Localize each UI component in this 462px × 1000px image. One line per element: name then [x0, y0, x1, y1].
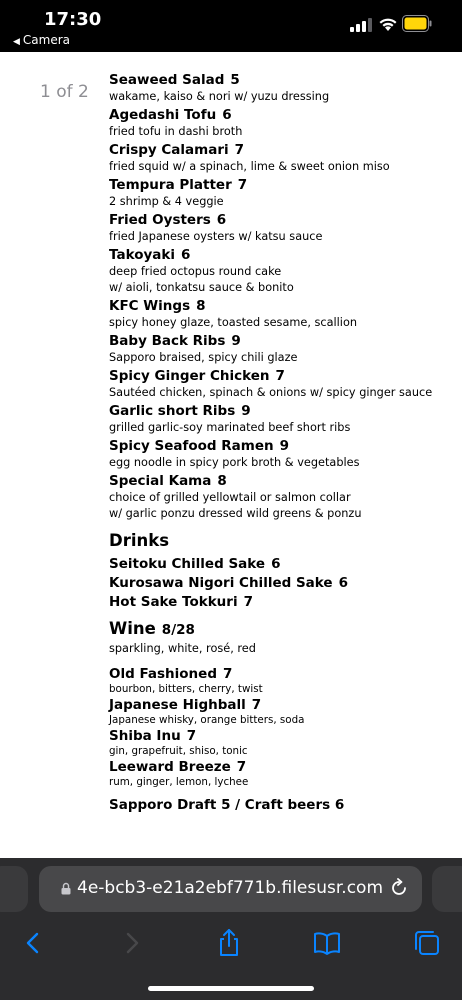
drinks-heading: [109, 530, 454, 552]
url-field[interactable]: [39, 866, 422, 912]
next-tab-preview[interactable]: [432, 866, 462, 912]
cocktail-item: [109, 697, 454, 727]
status-time: 17:30: [44, 9, 102, 30]
cocktail-title: [109, 697, 454, 713]
menu-item-name: Special Kama: [109, 473, 212, 489]
menu-item-price: 7: [275, 368, 285, 384]
reload-icon[interactable]: [389, 878, 409, 898]
beer-line: Sapporo Draft 5 / Craft beers 6: [109, 797, 345, 813]
wine-desc: sparkling, white, rosé, red: [109, 642, 256, 655]
menu-item: [109, 247, 454, 296]
status-bar: [0, 0, 462, 52]
menu-content: [109, 72, 454, 814]
menu-item: [109, 72, 454, 105]
menu-item-desc: spicy honey glaze, toasted sesame, scallion: [109, 316, 358, 329]
menu-item-name: Crispy Calamari: [109, 142, 229, 158]
drink-item: [109, 574, 454, 593]
battery-icon: [402, 15, 432, 32]
menu-item-price: 6: [222, 107, 232, 123]
previous-tab-preview[interactable]: [0, 866, 28, 912]
menu-item-name: Tempura Platter: [109, 177, 232, 193]
back-app-label: Camera: [22, 33, 71, 47]
wine-heading: [109, 618, 454, 641]
menu-item-title: [109, 212, 454, 229]
tabs-icon[interactable]: [412, 928, 442, 958]
menu-item-price: 7: [237, 177, 248, 193]
lock-icon: [61, 882, 71, 895]
cocktail-name: Japanese Highball: [109, 697, 246, 713]
cocktail-list: [109, 666, 454, 789]
cocktail-item: [109, 728, 454, 758]
menu-item: [109, 142, 454, 175]
menu-item-title: [109, 142, 454, 159]
cocktail-price: 7: [223, 666, 233, 682]
menu-item: [109, 368, 454, 401]
cocktail-desc: rum, ginger, lemon, lychee: [109, 776, 249, 788]
drinks-list: [109, 555, 454, 612]
drinks-heading-text: Drinks: [109, 531, 170, 550]
wine-heading-text: Wine: [109, 619, 156, 638]
drink-item: [109, 593, 454, 612]
menu-item-desc: fried Japanese oysters w/ katsu sauce: [109, 230, 323, 243]
cocktail-name: Old Fashioned: [109, 666, 217, 682]
cocktail-title: [109, 728, 454, 744]
cocktail-desc: Japanese whisky, orange bitters, soda: [109, 714, 305, 726]
menu-item: [109, 473, 454, 522]
share-icon[interactable]: [214, 928, 244, 958]
menu-item-title: [109, 107, 454, 124]
cellular-signal-icon: [350, 18, 372, 32]
menu-item-desc: 2 shrimp & 4 veggie: [109, 195, 224, 208]
menu-item-desc: Sapporo braised, spicy chili glaze: [109, 351, 298, 364]
browser-toolbar: [0, 920, 462, 1000]
cocktail-desc: gin, grapefruit, shiso, tonic: [109, 745, 248, 757]
cocktail-name: Leeward Breeze: [109, 759, 231, 775]
menu-item-price: 7: [234, 142, 245, 158]
menu-item-desc: w/ aioli, tonkatsu sauce & bonito: [109, 281, 294, 294]
menu-item-name: Takoyaki: [109, 247, 175, 263]
cocktail-price: 7: [186, 728, 197, 744]
wifi-icon: [378, 16, 398, 32]
cocktail-title: [109, 759, 454, 775]
address-bar-area: [0, 858, 462, 920]
menu-item-desc: w/ garlic ponzu dressed wild greens & ponzu: [109, 507, 362, 520]
menu-item: [109, 403, 454, 436]
menu-item-title: [109, 438, 454, 455]
url-text: 4e-bcb3-e21a2ebf771b.filesusr.com: [77, 878, 384, 898]
menu-item-title: [109, 298, 454, 315]
menu-item-title: [109, 72, 454, 89]
menu-item-name: Spicy Ginger Chicken: [109, 368, 270, 384]
menu-item: [109, 107, 454, 140]
menu-item-name: Seaweed Salad: [109, 72, 225, 88]
page-indicator: 1 of 2: [40, 82, 89, 102]
cocktail-price: 7: [251, 697, 262, 713]
menu-item-desc: deep fried octopus round cake: [109, 265, 282, 278]
menu-item-desc: fried squid w/ a spinach, lime & sweet onion miso: [109, 160, 390, 173]
menu-item-price: 8: [217, 473, 227, 489]
drink-price: 7: [243, 594, 253, 610]
menu-item-price: 9: [279, 438, 290, 454]
menu-item: [109, 298, 454, 331]
menu-item-name: Fried Oysters: [109, 212, 211, 228]
menu-item: [109, 333, 454, 366]
home-indicator: [148, 986, 314, 991]
drink-price: 6: [338, 575, 348, 591]
drink-name: Kurosawa Nigori Chilled Sake: [109, 575, 333, 591]
drink-name: Hot Sake Tokkuri: [109, 594, 238, 610]
menu-item-desc: fried tofu in dashi broth: [109, 125, 243, 138]
menu-item-name: Agedashi Tofu: [109, 107, 217, 123]
menu-item-title: [109, 403, 454, 420]
menu-item-title: [109, 333, 454, 350]
drink-item: [109, 555, 454, 574]
drink-name: Seitoku Chilled Sake: [109, 556, 266, 572]
pdf-document[interactable]: [0, 52, 462, 858]
menu-item: [109, 212, 454, 245]
menu-item-name: Baby Back Ribs: [109, 333, 226, 349]
cocktail-title: [109, 666, 454, 682]
cocktail-price: 7: [236, 759, 247, 775]
menu-item-title: [109, 473, 454, 490]
menu-item-desc: choice of grilled yellowtail or salmon collar: [109, 491, 351, 504]
menu-item-title: [109, 247, 454, 264]
menu-item-price: 9: [231, 333, 241, 349]
menu-item: [109, 438, 454, 471]
cocktail-item: [109, 759, 454, 789]
book-icon[interactable]: [312, 928, 342, 958]
cocktail-desc: bourbon, bitters, cherry, twist: [109, 683, 263, 695]
menu-item-title: [109, 368, 454, 385]
chevron-left-icon[interactable]: [18, 928, 48, 958]
back-to-app-button[interactable]: [13, 33, 70, 47]
cocktail-name: Shiba Inu: [109, 728, 181, 744]
chevron-right-icon[interactable]: [117, 928, 147, 958]
menu-item-price: 5: [230, 72, 240, 88]
menu-item-desc: Sautéed chicken, spinach & onions w/ spicy ginger sauce: [109, 386, 433, 399]
menu-item-desc: grilled garlic-soy marinated beef short ribs: [109, 421, 351, 434]
menu-item-price: 8: [196, 298, 206, 314]
menu-item-price: 6: [180, 247, 191, 263]
menu-item-name: KFC Wings: [109, 298, 191, 314]
drink-price: 6: [271, 556, 281, 572]
menu-item-price: 9: [241, 403, 251, 419]
menu-item-name: Spicy Seafood Ramen: [109, 438, 274, 454]
menu-item-desc: wakame, kaiso & nori w/ yuzu dressing: [109, 90, 330, 103]
wine-price: 8/28: [161, 622, 195, 638]
menu-item: [109, 177, 454, 210]
cocktail-item: [109, 666, 454, 696]
menu-item-price: 6: [216, 212, 227, 228]
menu-item-title: [109, 177, 454, 194]
back-triangle-icon: ◀: [13, 37, 20, 47]
food-list: [109, 72, 454, 522]
menu-item-desc: egg noodle in spicy pork broth & vegetables: [109, 456, 360, 469]
menu-item-name: Garlic short Ribs: [109, 403, 236, 419]
